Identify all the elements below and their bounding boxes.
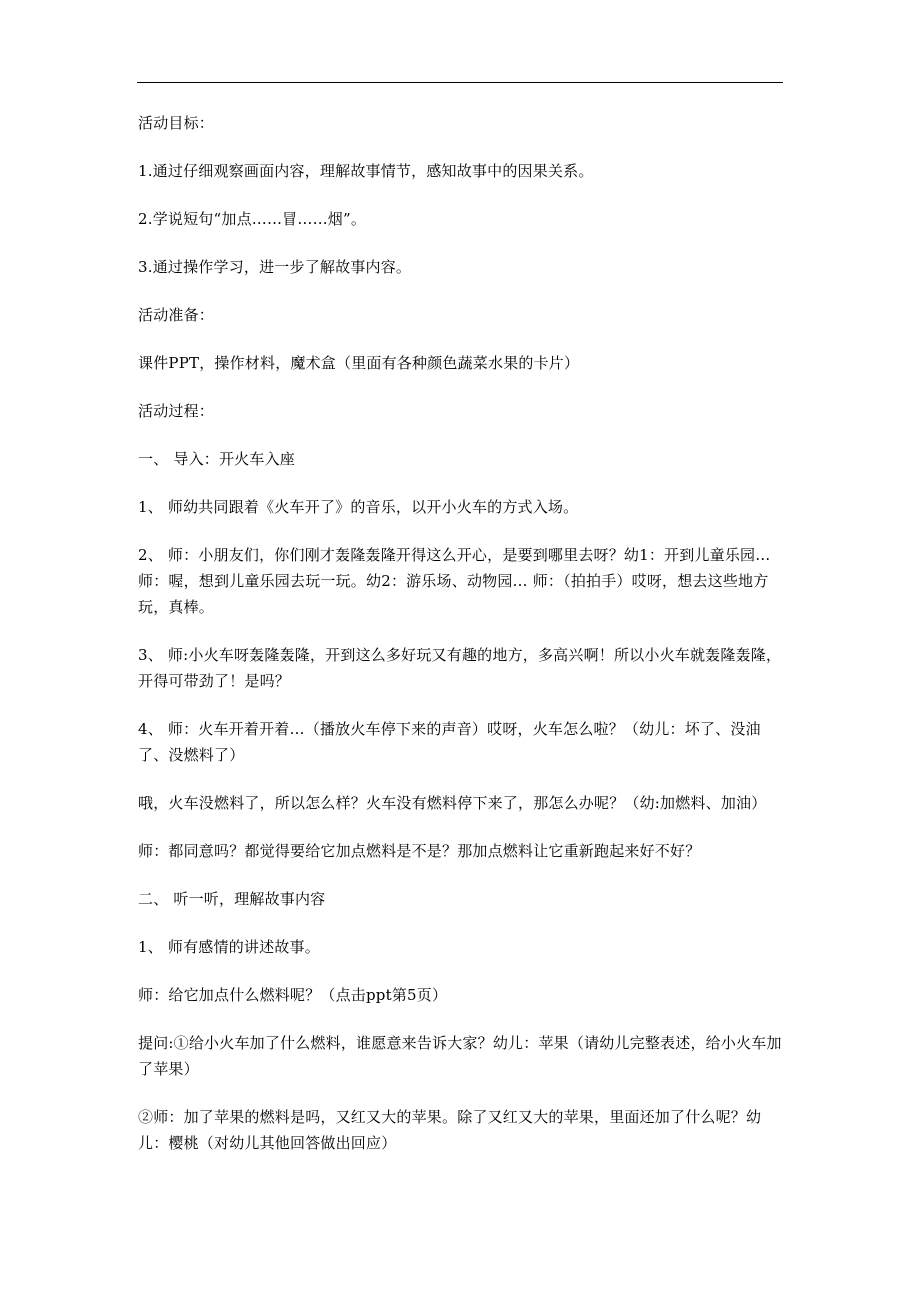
process-step-2: 2、 师：小朋友们，你们刚才轰隆轰隆开得这么开心，是要到哪里去呀？幼1：开到儿童乐园… 师：喔，想到儿童乐园去玩一玩。幼2：游乐场、动物园… 师：（拍拍手）哎呀，想去这些地方玩，真棒。 [138, 546, 771, 616]
section-heading-process: 活动过程： [138, 402, 215, 420]
teacher-question: 师：都同意吗？都觉得要给它加点燃料是不是？那加点燃料让它重新跑起来好不好？ [138, 842, 701, 860]
preparation-text: 课件PPT，操作材料，魔术盒（里面有各种颜色蔬菜水果的卡片） [138, 354, 580, 372]
header-divider [137, 82, 783, 83]
process-part-2-heading: 二、 听一听，理解故事内容 [138, 890, 326, 908]
part-2-question-2: ②师：加了苹果的燃料是吗，又红又大的苹果。除了又红又大的苹果，里面还加了什么呢？幼儿：樱桃（对幼儿其他回答做出回应） [138, 1108, 762, 1152]
process-step-4-continued: 哦，火车没燃料了，所以怎么样？火车没有燃料停下来了，那怎么办呢？（幼:加燃料、加油） [138, 794, 767, 812]
goal-item-2: 2.学说短句“加点……冒……烟”。 [138, 210, 367, 228]
goal-item-1: 1.通过仔细观察画面内容，理解故事情节，感知故事中的因果关系。 [138, 162, 594, 180]
process-step-4: 4、 师：火车开着开着…（播放火车停下来的声音）哎呀，火车怎么啦？（幼儿：坏了、没油了、没燃料了） [138, 720, 761, 764]
part-2-question-1: 提问:①给小火车加了什么燃料，谁愿意来告诉大家？幼儿：苹果（请幼儿完整表述，给小火车加了苹果） [138, 1034, 782, 1078]
document-body [138, 110, 784, 1178]
process-part-1-heading: 一、 导入：开火车入座 [138, 450, 295, 468]
process-step-1: 1、 师幼共同跟着《火车开了》的音乐，以开小火车的方式入场。 [138, 498, 579, 516]
process-step-3: 3、 师:小火车呀轰隆轰隆，开到这么多好玩又有趣的地方，多高兴啊！所以小火车就轰隆轰隆，开得可带劲了！是吗？ [138, 646, 782, 690]
section-heading-preparation: 活动准备： [138, 306, 215, 324]
part-2-teacher-line: 师：给它加点什么燃料呢？（点击ppt第5页） [138, 986, 448, 1004]
goal-item-3: 3.通过操作学习，进一步了解故事内容。 [138, 258, 412, 276]
part-2-step-1: 1、 师有感情的讲述故事。 [138, 938, 320, 956]
section-heading-goals: 活动目标： [138, 114, 215, 132]
